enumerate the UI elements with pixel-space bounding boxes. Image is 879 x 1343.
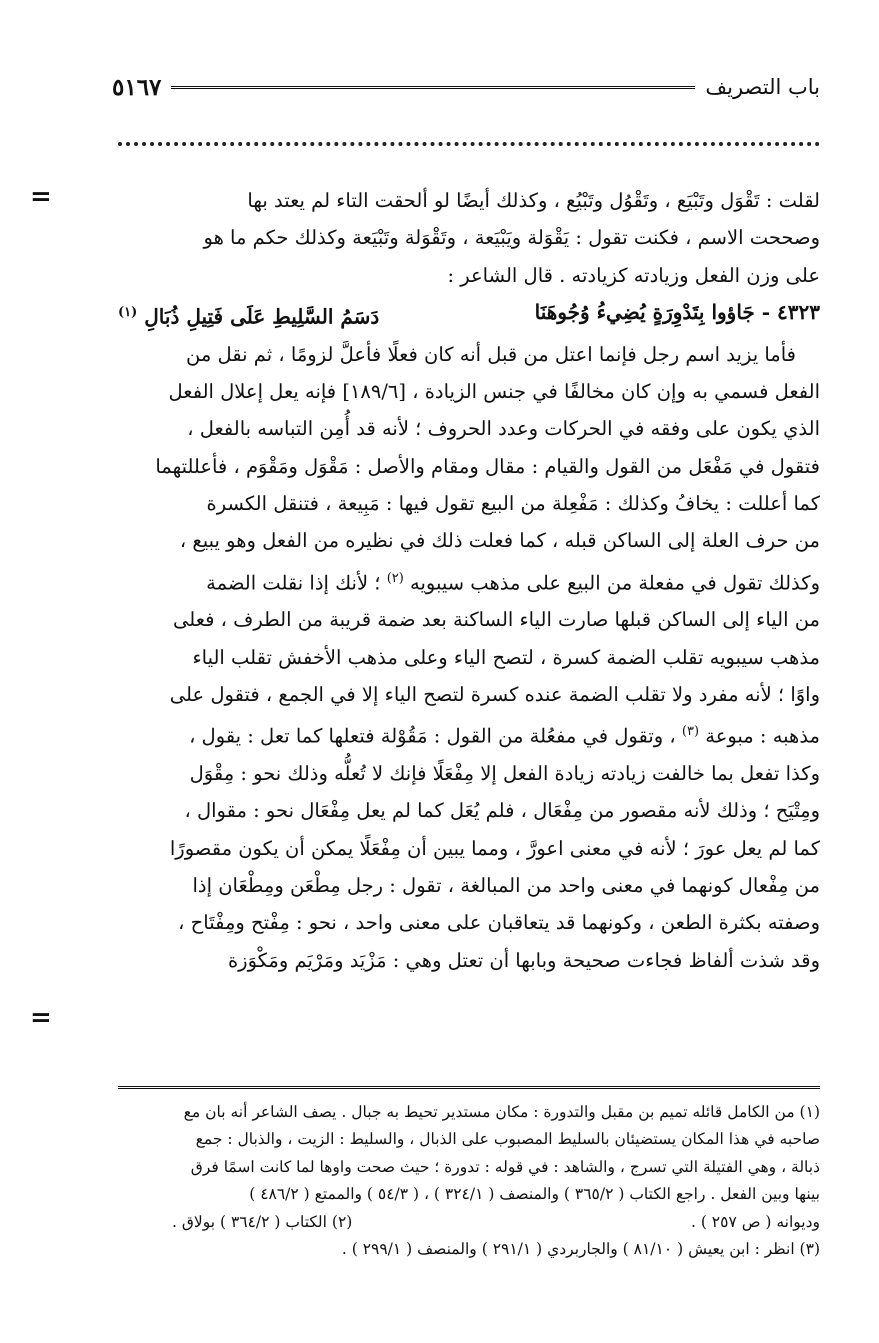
verse-part-2: دَسَمُ السَّلِيطِ عَلَى فَتِيلِ ذُبَالِ: [144, 304, 380, 329]
footnote-1-line: (١) من الكامل قائله تميم بن مقبل والتدورة : مكان مستدير تحيط به جبال . يصف الشاعر أنه بان مع: [183, 1103, 820, 1121]
text-line: كما لم يعل عورَ ؛ لأنه في معنى اعورَّ ، ومما يبين أن مِفْعَلًا يمكن أن يكون مقصورًا: [169, 836, 820, 860]
footnote-row: [112, 1209, 820, 1236]
text-line: الفعل فسمي به وإن كان مخالفًا في جنس الزيادة ، [١٨٩/٦] فإنه يعل إعلال الفعل: [168, 380, 820, 404]
text-line: من مِفْعال كونهما في معنى واحد من المبالغة ، تقول : رجل مِطْعَن ومِطْعَان إذا: [192, 874, 820, 897]
footnotes: [112, 1099, 820, 1263]
text-line: لقلت : تَقْوَل وتَبْيَع ، وتَقْوُل وتَبْيُع ، وكذلك أيضًا لو ألحقت التاء لم يعتد بها: [247, 189, 820, 212]
footnote-ref-3: (٣): [681, 724, 700, 740]
header-rule: [171, 86, 695, 89]
text-line: [38, 713, 820, 755]
dotted-separator: [118, 142, 820, 146]
text-line: الذي يكون على وفقه في الحركات وعدد الحروف ؛ لأنه قد أُمِن التباسه بالفعل ،: [187, 417, 820, 441]
footnote-rule: [118, 1086, 820, 1089]
text-line: وصححت الاسم ، فكنت تقول : يَقْوَلة ويَبْيَعة ، وتَقْوَلة وتَبْيَعة وكذلك حكم ما هو: [203, 226, 820, 250]
text-line: من الياء إلى الساكن قبلها صارت الياء الساكنة بعد ضمة قريبة من الطرف ، فعلى: [173, 608, 820, 632]
footnote-3: (٣) انظر : ابن يعيش ( ٨١/١٠ ) والجاربردي ( ٢٩١/١ ) والمنصف ( ٢٩٩/١ ) .: [341, 1240, 820, 1259]
footnote-ref-1: (١): [118, 304, 138, 320]
text-line: فأما يزيد اسم رجل فإنما اعتل من قبل أنه كان فعلًا فأعلَّ لزومًا ، ثم نقل من: [186, 342, 796, 366]
footnote-1-line: بينها وبين الفعل . راجع الكتاب ( ٣٦٥/٢ ) والمنصف ( ٣٢٤/١ ) ، ( ٥٤/٣ ) والممتع ( ٤٨٦/٢ ): [249, 1185, 820, 1204]
verse-part-1: جَاؤوا بِتَدْوِرَةٍ يُضِيءُ وُجُوهَنَا: [534, 299, 755, 324]
verse-second-hemistich: [118, 294, 379, 336]
text-fragment: ؛ لأنك إذا نقلت الضمة: [206, 571, 381, 595]
footnote-1-line: صاحبه في هذا المكان يستضيئان بالسليط المصبوب على الذبال ، والسليط : الزيت ، والذبال : جمع: [195, 1130, 820, 1149]
footnote-2: (٢) الكتاب ( ٣٦٤/٢ ) بولاق .: [172, 1212, 353, 1231]
text-line: على وزن الفعل وزيادته كزيادته . قال الشاعر :: [447, 263, 820, 287]
footnote-ref-2: (٢): [386, 570, 404, 586]
text-line: مذهب سيبويه تقلب الضمة كسرة ، لتصح الياء وعلى مذهب الأخفش تقلب الياء: [192, 645, 820, 669]
text-line: وصفته بكثرة الطعن ، وكونهما قد يتعاقبان على معنى واحد ، نحو : مِفْتح ومِفْتَاح ،: [178, 911, 820, 935]
text-line: فتقول في مَفْعَل من القول والقيام : مقال ومقام والأصل : مَقْوَل ومَقْوَم ، فأعللتهما: [155, 454, 820, 478]
continuation-mark-bottom: =: [30, 1003, 52, 1033]
text-fragment: ، وتقول في مفعُلة من القول : مَقُوْلة فتعلها كما تعل : يقول ،: [189, 724, 676, 748]
poetry-verse: [38, 294, 820, 336]
text-line: كما أعللت : يخافُ وكذلك : مَفْعِلة من البيع تقول فيها : مَبِيعة ، فتنقل الكسرة: [206, 492, 820, 516]
text-fragment: وكذلك تقول في مفعلة من البيع على مذهب سيبويه: [410, 571, 820, 595]
main-text: [38, 182, 820, 979]
continuation-mark-top: =: [30, 182, 52, 212]
text-line: وكذا تفعل بما خالفت زيادته زيادة الفعل إلا مِفْعَلًا فإنك لا تُعلُّه وذلك نحو : مِقْوَل: [189, 762, 820, 786]
text-line: من حرف العلة إلى الساكن قبله ، كما فعلت ذلك في نظيره من الفعل وهو يبيع ،: [179, 529, 820, 553]
text-line: ومِتْيَح ؛ وذلك لأنه مقصور من مِفْعَال ، فلم يُعَل كما لم يعل مِفْعَال نحو : مقوال ،: [184, 799, 820, 823]
text-line: واوًا ؛ لأنه مفرد ولا تقلب الضمة عنده كسرة لتصح الياء إلا في الجمع ، فتقول على: [169, 683, 820, 707]
page-header: [112, 70, 820, 104]
verse-first-hemistich: [535, 294, 820, 336]
text-line: وقد شذت ألفاظ فجاءت صحيحة وبابها أن تعتل وهي : مَزْيَد ومَرْيَم ومَكْوَزة: [227, 948, 820, 972]
verse-number: ٤٣٢٣ -: [761, 299, 820, 324]
page-number: ٥١٦٧: [112, 73, 162, 101]
text-fragment: مذهبه : مبوعة: [705, 724, 820, 748]
running-head: باب التصريف: [705, 75, 820, 99]
footnote-1-line: ذبالة ، وهي الفتيلة التي تسرج ، والشاهد : في قوله : تدورة ؛ حيث صحت واوها لما كانت اسمًا فرق: [190, 1157, 820, 1176]
text-line: [38, 560, 820, 602]
footnote-1-line: وديوانه ( ص ٢٥٧ ) .: [690, 1212, 820, 1231]
